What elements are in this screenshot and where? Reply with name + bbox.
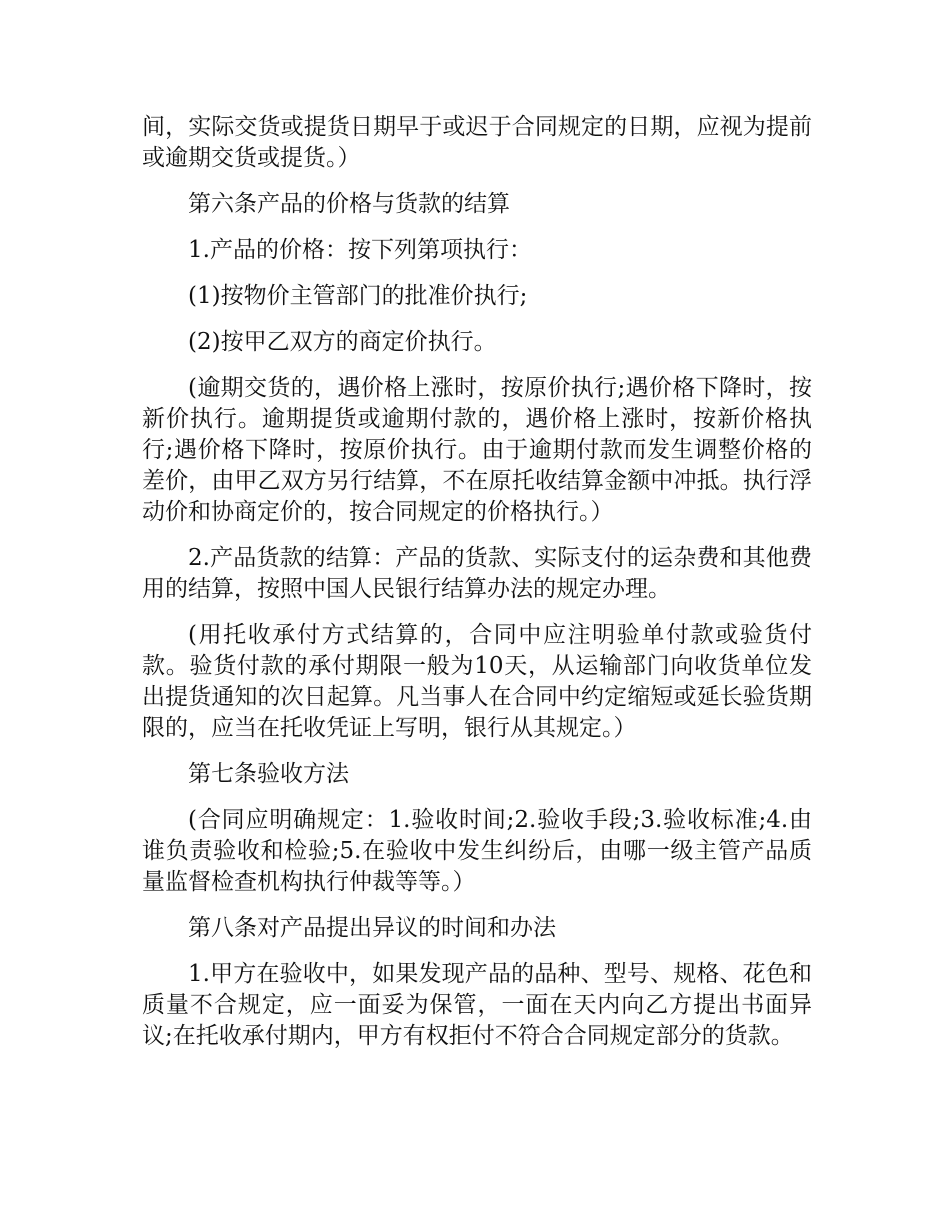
article-6-heading: 第六条产品的价格与货款的结算	[188, 191, 510, 217]
paragraph-continuation: 间，实际交货或提货日期早于或迟于合同规定的日期，应视为提前或逾期交货或提货。）	[142, 114, 812, 171]
paragraph-price-option-2: (2)按甲乙双方的商定价执行。	[188, 329, 497, 355]
document-body	[142, 112, 812, 1067]
paragraph-price-option-1: (1)按物价主管部门的批准价执行;	[188, 283, 528, 309]
article-7-heading: 第七条验收方法	[188, 761, 349, 787]
paragraph-objection-clause: 1.甲方在验收中，如果发现产品的品种、型号、规格、花色和质量不合规定，应一面妥为保管，一面在天内向乙方提出书面异议;在托收承付期内，甲方有权拒付不符合合同规定部分的货款。	[142, 961, 812, 1049]
paragraph-price-note: (逾期交货的，遇价格上涨时，按原价执行;遇价格下降时，按新价执行。逾期提货或逾期付款的，遇价格上涨时，按新价格执行;遇价格下降时，按原价执行。由于逾期付款而发生调整价格的差价，由甲乙双方另行结算，不在原托收结算金额中冲抵。执行浮动价和协商定价的，按合同规定的价格执行。）	[142, 375, 812, 525]
paragraph-inspection-note: (合同应明确规定：1.验收时间;2.验收手段;3.验收标准;4.由谁负责验收和检验;5.在验收中发生纠纷后，由哪一级主管产品质量监督检查机构执行仲裁等等。）	[142, 807, 812, 895]
paragraph-settlement-note: (用托收承付方式结算的，合同中应注明验单付款或验货付款。验货付款的承付期限一般为10天，从运输部门向收货单位发出提货通知的次日起算。凡当事人在合同中约定缩短或延长验货期限的，应当在托收凭证上写明，银行从其规定。）	[142, 622, 812, 741]
article-8-heading: 第八条对产品提出异议的时间和办法	[188, 915, 556, 941]
paragraph-settlement-clause: 2.产品货款的结算：产品的货款、实际支付的运杂费和其他费用的结算，按照中国人民银行结算办法的规定办理。	[142, 545, 812, 602]
paragraph-price-clause: 1.产品的价格：按下列第项执行：	[188, 237, 532, 263]
